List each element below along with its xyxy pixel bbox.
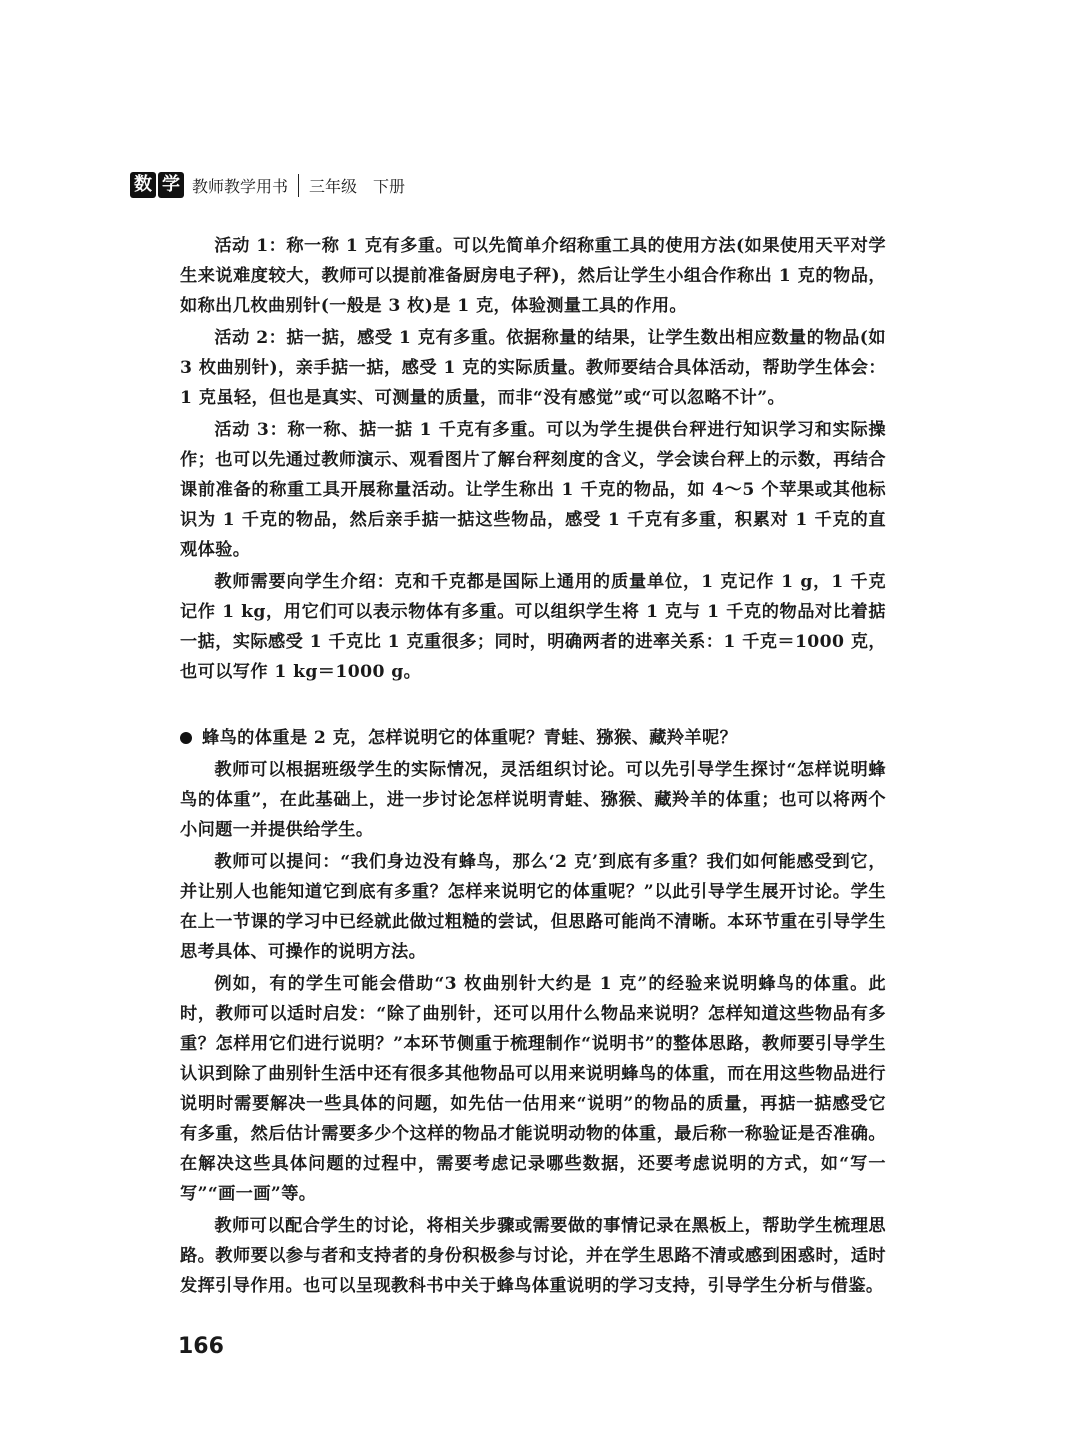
volume-label: 下册 [373,176,406,196]
paragraph-activity-3: 活动 3：称一称、掂一掂 1 千克有多重。可以为学生提供台秤进行知识学习和实际操作；也可以先通过教师演示、观看图片了解台秤刻度的含义，学会读台秤上的示数，再结合课前准备的称重工具开展称量活动。让学生称出 1 千克的物品，如 4～5 个苹果或其他标识为 1 千克的物品，然后亲手掂一掂这些物品，感受 1 千克有多重，积累对 1 千克的直观体验。 [180,420,886,560]
paragraph-discussion-2: 教师可以提问：“我们身边没有蜂鸟，那么‘2 克’到底有多重？我们如何能感受到它，并让别人也能知道它到底有多重？怎样来说明它的体重呢？”以此引导学生展开讨论。学生在上一节课的学习中已经就此做过粗糙的尝试，但思路可能尚不清晰。本环节重在引导学生思考具体、可操作的说明方法。 [180,852,886,962]
paragraph-discussion-4: 教师可以配合学生的讨论，将相关步骤或需要做的事情记录在黑板上，帮助学生梳理思路。教师要以参与者和支持者的身份积极参与讨论，并在学生思路不清或感到困惑时，适时发挥引导作用。也可以呈现教科书中关于蜂鸟体重说明的学习支持，引导学生分析与借鉴。 [180,1216,886,1296]
paragraph-units-intro: 教师需要向学生介绍：克和千克都是国际上通用的质量单位，1 克记作 1 g，1 千克记作 1 kg，用它们可以表示物体有多重。可以组织学生将 1 克与 1 千克的物品对比着掂一掂，实际感受 1 千克比 1 克重很多；同时，明确两者的进率关系：1 千克＝1000 克，也可以写作 1 kg＝1000 g。 [180,572,886,682]
section-gap [180,687,886,723]
section-heading-text: 蜂鸟的体重是 2 克，怎样说明它的体重呢？青蛙、猕猴、藏羚羊呢？ [202,728,738,748]
paragraph-activity-1: 活动 1：称一称 1 克有多重。可以先简单介绍称重工具的使用方法(如果使用天平对学生来说难度较大，教师可以提前准备厨房电子秤)，然后让学生小组合作称出 1 克的物品，如称出几枚曲别针(一般是 3 枚)是 1 克，体验测量工具的作用。 [180,236,886,316]
logo-char-2: 学 [158,172,184,198]
page-body [180,231,886,1301]
running-header [130,172,405,198]
page-number: 166 [178,1334,224,1359]
paragraph-discussion-1: 教师可以根据班级学生的实际情况，灵活组织讨论。可以先引导学生探讨“怎样说明蜂鸟的体重”，在此基础上，进一步讨论怎样说明青蛙、猕猴、藏羚羊的体重；也可以将两个小问题一并提供给学生。 [180,760,886,840]
grade-label: 三年级 [309,176,358,196]
paragraph-discussion-3: 例如，有的学生可能会借助“3 枚曲别针大约是 1 克”的经验来说明蜂鸟的体重。此时，教师可以适时启发：“除了曲别针，还可以用什么物品来说明？怎样知道这些物品有多重？怎样用它们进行说明？”本环节侧重于梳理制作“说明书”的整体思路，教师要引导学生认识到除了曲别针生活中还有很多其他物品可以用来说明蜂鸟的体重，而在用这些物品进行说明时需要解决一些具体的问题，如先估一估用来“说明”的物品的质量，再掂一掂感受它有多重，然后估计需要多少个这样的物品才能说明动物的体重，最后称一称验证是否准确。在解决这些具体问题的过程中，需要考虑记录哪些数据，还要考虑说明的方式，如“写一写”“画一画”等。 [180,974,886,1204]
logo-char-1: 数 [130,172,156,198]
paragraph-activity-2: 活动 2：掂一掂，感受 1 克有多重。依据称量的结果，让学生数出相应数量的物品(如 3 枚曲别针)，亲手掂一掂，感受 1 克的实际质量。教师要结合具体活动，帮助学生体会：1 克虽轻，但也是真实、可测量的质量，而非“没有感觉”或“可以忽略不计”。 [180,328,886,408]
subject-logo [130,172,184,198]
section-heading [180,723,886,753]
bullet-icon [180,732,192,744]
book-title: 教师教学用书 [192,174,299,197]
